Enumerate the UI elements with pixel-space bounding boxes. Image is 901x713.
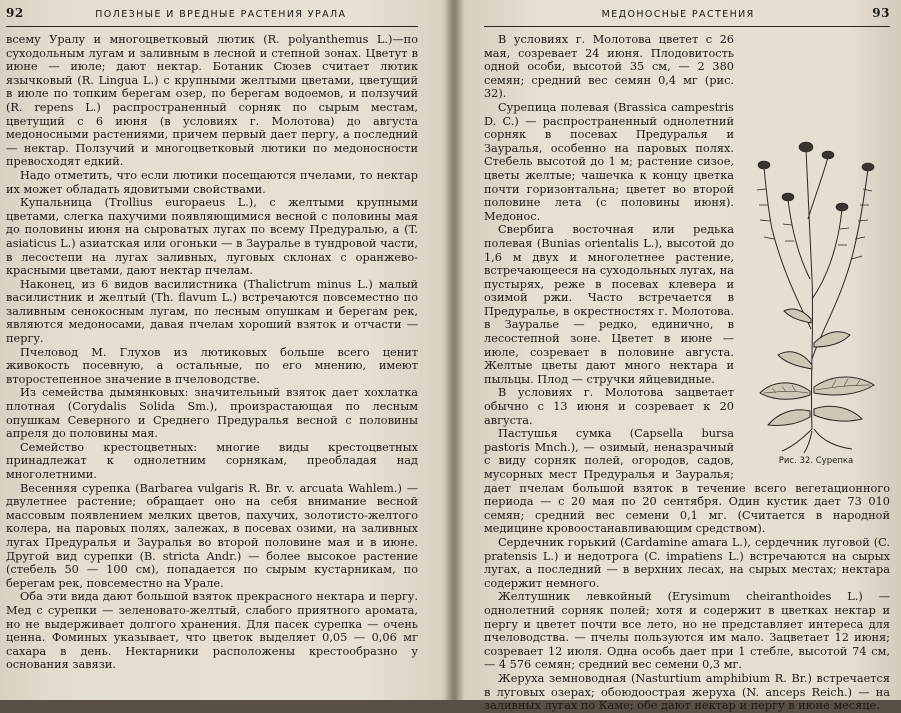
- figure-caption: Рис. 32. Сурепка: [778, 456, 854, 467]
- right-page-number: 93: [872, 6, 890, 20]
- right-page: [484, 6, 890, 713]
- left-running-header: [6, 6, 418, 27]
- figure-32: [742, 129, 890, 469]
- paragraph: В условиях г. Молотова цветет с 26 мая, созревает 24 июня. Плодовитость одной особи, высотой 35 см, — 2 380 семян; средний вес семян 0,4 мг (рис. 32).: [484, 33, 734, 101]
- book-gutter: [446, 0, 464, 700]
- left-page-number: 92: [6, 6, 24, 20]
- paragraph: Жеруха земноводная (Nasturtium amphibium R. Br.) встречается в луговых озерах; обоюдоострая жеруха (N. anceps Reich.) — на заливных лугах по Каме; обе дают нектар и пергу в июне месяце.: [484, 671, 890, 713]
- paragraph: Сердечник горький (Cardamine amara L.), сердечник луговой (C. pratensis L.) и недотрога (C. impatiens L.) встречаются на сырых лугах, а последний — в верхних лесах, на сырых местах; нектара содержит немного.: [484, 535, 890, 590]
- right-page-text: [484, 33, 890, 713]
- paragraph: Из семейства дымянковых: значительный взяток дает хохлатка плотная (Corydalis Solida Sm.), произрастающая по лесным опушкам Северного и Среднего Предуралья весной с половины апреля до половины мая.: [6, 386, 418, 441]
- paragraph: Пастушья сумка (Capsella bursa pastoris Mnch.), — озимый, неназрачный с виду сорняк полей, огородов, садов, мусорных мест Предуралья и Зауралья; дает пчелам большой взяток в течение всего вегетационного периода — с 20 мая по 20 сентября. Один кустик дает 73 010 семян; средний вес семени 0,1 мг. (Считается в народной медицине кровоостанавливающим средством).: [484, 427, 890, 536]
- paragraph: Сурепица полевая (Brassica campestris D. C.) — распространенный однолетний сорняк в посевах Предуралья и Зауралья, особенно на паровых полях. Стебель высотой до 1 м; растение сизое, цветы желтые; чашечка к концу цветка почти горизонтальна; цветет во второй половине лета (с половины июня). Медонос.: [484, 100, 734, 223]
- paragraph: Пчеловод М. Глухов из лютиковых больше всего ценит живокость посевную, а остальные, по его мнению, имеют второстепенное значение в пчеловодстве.: [6, 345, 418, 386]
- left-page-text: [6, 33, 418, 693]
- paragraph: Надо отметить, что если лютики посещаются пчелами, то нектар их может обладать ядовитыми свойствами.: [6, 168, 418, 196]
- right-running-head-title: МЕДОНОСНЫЕ РАСТЕНИЯ: [601, 9, 755, 20]
- paragraph: Желтушник левкойный (Erysimum cheiranthoides L.) — однолетний сорняк полей; хотя и содержит в цветках нектар и пергу и цветет почти все лето, но не представляет интереса для пчеловодства. — пчелы пользуются им мало. Зацветает 12 июня; созревает 12 июля. Одна особь дает при 1 стебле, высотой 74 см, — 4 576 семян; средний вес семени 0,3 мг.: [484, 590, 890, 672]
- paragraph: Купальница (Trollius europaeus L.), с желтыми крупными цветами, слегка пахучими появляющимися весной с половины мая до половины июня на сыроватых лугах по всему Предуралью, а (T. asiaticus L.) азиатская или огоньки — в Зауралье в тундровой части, в лесостепи на лугах заливных, луговых склонах с оранжево-красными цветами, дают нектар пчелам.: [6, 196, 418, 278]
- right-running-header: [484, 6, 890, 27]
- paragraph: Семейство крестоцветных: многие виды крестоцветных принадлежат к однолетним сорнякам, преобладая над многолетними.: [6, 440, 418, 481]
- paragraph: Свербига восточная или редька полевая (Bunias orientalis L.), высотой до 1,6 м двух и многолетнее растение, встречающееся на суходольных лугах, на пустырях, реже в посевах клевера и озимой ржи. Часто встречается в Предуралье, в окрестностях г. Молотова. в Зауралье — редко, единично, в лесостепной зоне. Цветет в июне — июле, созревает в половине августа. Желтые цветы дают много нектара и пыльцы. Плод — стручки яйцевидные.: [484, 223, 734, 386]
- paragraph: Весенняя сурепка (Barbarea vulgaris R. Br. v. arcuata Wahlem.) — двулетнее растение; обращает оно на себя внимание весной массовым появлением мелких цветов, пахучих, золотисто-желтого колера, на паровых полях, залежах, в посевах озими, на заливных лугах Предуралья и Зауралья во второй половине мая и в июне. Другой вид сурепки (B. stricta Andr.) — более высокое растение (стебель 50 — 100 см), попадается по сырым кустарникам, по берегам рек, повсеместно на Урале.: [6, 481, 418, 590]
- paragraph: всему Уралу и многоцветковый лютик (R. polyanthemus L.)—по суходольным лугам и заливным в лесной и степной зонах. Цветут в июне — июле; дают нектар. Ботаник Сюзев считает лютик язычковый (R. Lingua L.) с крупными желтыми цветами, цветущий в июле по топким берегам озер, по берегам водоемов, и ползучий (R. repens L.) распространенный сорняк по сырым местам, цветущий с 6 июня (в условиях г. Молотова) до августа медоносными растениями, причем первый дает пергу, а последний — нектар. Ползучий и многоцветковый лютики по медоносности превосходят едкий.: [6, 33, 418, 169]
- plant-illustration: [742, 129, 890, 453]
- left-running-head-title: ПОЛЕЗНЫЕ И ВРЕДНЫЕ РАСТЕНИЯ УРАЛА: [95, 9, 347, 20]
- left-page: [6, 6, 418, 696]
- paragraph: В условиях г. Молотова зацветает обычно с 13 июня и созревает к 20 августа.: [484, 386, 734, 427]
- paragraph: Наконец, из 6 видов василистника (Thalictrum minus L.) малый василистник и желтый (Th. flavum L.) встречаются повсеместно по заливным сенокосным лугам, по лесным опушкам и берегам рек, являются медоносами, давая пчелам хороший взяток и отчасти — пергу.: [6, 277, 418, 346]
- paragraph: Оба эти вида дают большой взяток прекрасного нектара и пергу. Мед с сурепки — зеленовато-желтый, слабого приятного аромата, но не выдерживает долгого хранения. Для пасек сурепка — очень ценна. Фоминых указывает, что цветок выделяет 0,05 — 0,06 мг сахара в день. Нектарники расположены крестообразно у основания завязи.: [6, 590, 418, 672]
